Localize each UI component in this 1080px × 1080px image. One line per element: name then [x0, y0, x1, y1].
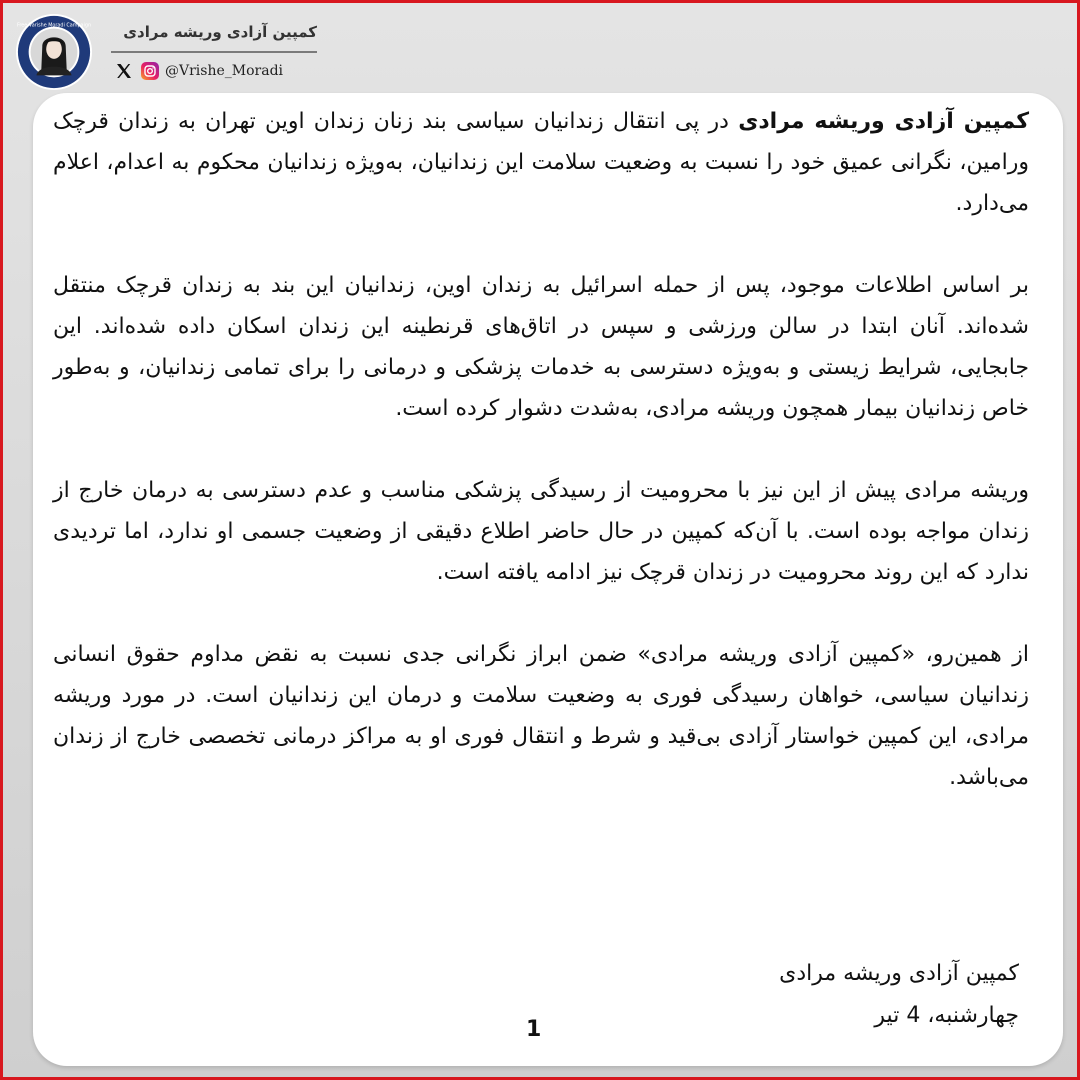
brand-underline [111, 51, 317, 53]
brand-name: کمپین آزادی وریشه مرادی [123, 23, 317, 41]
paragraph-1 [53, 101, 1029, 224]
campaign-name-bold: کمپین آزادی وریشه مرادی [738, 109, 1029, 134]
signature-date: چهارشنبه، 4 تیر [874, 1003, 1019, 1028]
paragraph-4: از همین‌رو، «کمپین آزادی وریشه مرادی» ضمن ابراز نگرانی جدی نسبت به نقض مداوم حقوق انسانی زندانیان سیاسی، خواهان رسیدگی فوری به وضعیت سلامت و درمان این زندانیان است. در مورد وریشه مرادی، این کمپین خواستار آزادی بی‌قید و شرط و انتقال فوری او به مراکز درمانی تخصصی خارج از زندان می‌باشد. [53, 642, 1029, 790]
logo-ring-text: Free Varishe Moradi Campaign [16, 22, 92, 29]
statement-card [33, 93, 1063, 1066]
signature-block [779, 953, 1019, 1037]
statement-body [53, 101, 1029, 839]
campaign-logo [15, 13, 93, 91]
header [15, 11, 335, 91]
instagram-icon[interactable] [141, 62, 159, 80]
x-logo-icon[interactable] [115, 62, 133, 80]
paragraph-3: وریشه مرادی پیش از این نیز با محرومیت از رسیدگی پزشکی مناسب و عدم دسترسی به درمان خارج از زندان مواجه بوده است. با آن‌که کمپین در حال حاضر اطلاع دقیقی از وضعیت جسمی او ندارد، اما تردیدی ندارد که این روند محرومیت در زندان قرچک نیز ادامه یافته است. [53, 478, 1029, 585]
page-number: 1 [526, 1017, 542, 1042]
social-handle[interactable]: @Vrishe_Moradi [165, 63, 284, 79]
paragraph-1-text: در پی انتقال زندانیان سیاسی بند زنان زندان اوین تهران به زندان قرچک ورامین، نگرانی عمیق خود را نسبت به وضعیت سلامت این زندانیان، به‌ویژه زندانیان محکوم به اعدام، اعلام می‌دارد. [53, 109, 1029, 216]
social-row [115, 59, 283, 83]
signature-name: کمپین آزادی وریشه مرادی [779, 961, 1019, 986]
paragraph-2: بر اساس اطلاعات موجود، پس از حمله اسرائیل به زندان اوین، زندانیان این بند به زندان قرچک منتقل شده‌اند. آنان ابتدا در سالن ورزشی و سپس در اتاق‌های قرنطینه این زندان اسکان داده شده‌اند. این جابجایی، شرایط زیستی و به‌ویژه دسترسی به خدمات پزشکی و درمانی را برای تمامی زندانیان، و به‌طور خاص زندانیان بیمار همچون وریشه مرادی، به‌شدت دشوار کرده است. [53, 273, 1029, 421]
